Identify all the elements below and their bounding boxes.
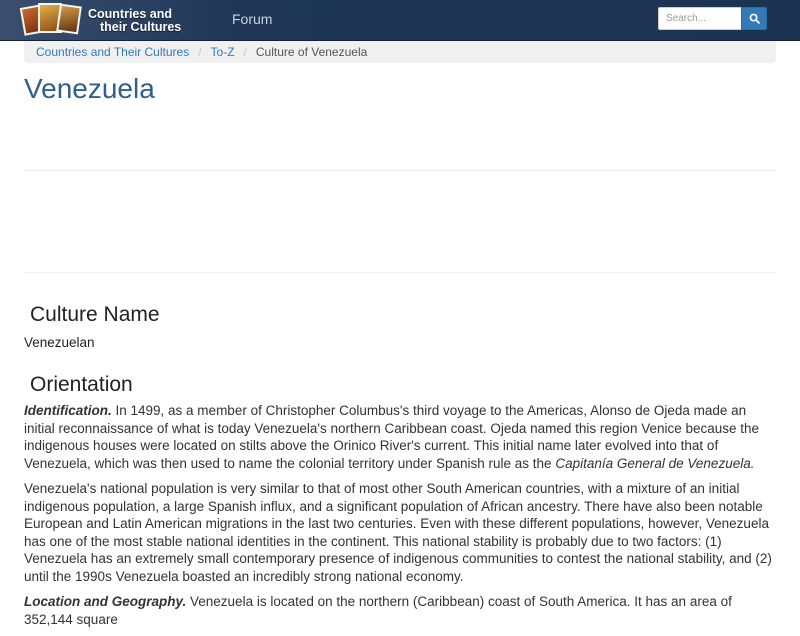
nav-forum-link[interactable]: Forum bbox=[232, 11, 273, 27]
culture-name-value: Venezuelan bbox=[24, 335, 95, 350]
section-heading-orientation: Orientation bbox=[30, 373, 133, 396]
site-logo[interactable] bbox=[22, 4, 181, 38]
logo-text bbox=[88, 8, 181, 34]
paragraph-lead: Location and Geography. bbox=[24, 594, 187, 609]
search-button[interactable] bbox=[741, 7, 767, 30]
logo-line-1: Countries and bbox=[88, 7, 173, 21]
logo-image bbox=[22, 3, 84, 39]
top-navbar bbox=[0, 0, 800, 41]
breadcrumb-link-countries[interactable]: Countries and Their Cultures bbox=[36, 45, 190, 59]
paragraph-location bbox=[24, 593, 776, 628]
article-content bbox=[24, 402, 776, 636]
breadcrumb-separator: / bbox=[198, 45, 202, 59]
breadcrumb bbox=[24, 41, 776, 63]
breadcrumb-link-to-z[interactable]: To-Z bbox=[210, 45, 235, 59]
breadcrumb-separator: / bbox=[243, 45, 247, 59]
page-title: Venezuela bbox=[24, 73, 155, 104]
divider bbox=[24, 272, 776, 273]
search-input[interactable] bbox=[658, 7, 741, 30]
section-heading-culture-name: Culture Name bbox=[30, 303, 160, 326]
paragraph-text: In 1499, as a member of Christopher Columbus's third voyage to the Americas, Alonso de Ojeda made an initial reconnaissance of what is today Venezuela's northern Caribbean coast. Ojeda named this region Venice because the indigenous houses were located on stilts above the Orinico River's current. This initial name later evolved into that of Venezuela, which was then used to name the colonial territory under Spanish rule as the bbox=[24, 403, 760, 471]
logo-line-2: their Cultures bbox=[100, 20, 182, 34]
breadcrumb-current: Culture of Venezuela bbox=[255, 45, 368, 59]
paragraph-italic: Capitanía General de Venezuela. bbox=[555, 455, 755, 471]
paragraph-lead: Identification. bbox=[24, 403, 112, 418]
paragraph-text: Venezuela is located on the northern (Caribbean) coast of South America. It has an area of 352,144 square bbox=[24, 594, 732, 627]
divider bbox=[24, 170, 776, 171]
search-form bbox=[658, 7, 767, 30]
search-icon bbox=[749, 13, 760, 24]
paragraph-population: Venezuela's national population is very similar to that of most other South American countries, with a mixture of an initial indigenous population, a large Spanish influx, and a significant population of African ancestry. There have also been notable European and Latin American migrations in the last two centuries. Even with these different populations, however, Venezuela has one of the most stable national identities in the continent. This national stability is probably due to two factors: (1) Venezuela has an extremely small contemporary presence of indigenous communities to contest the national stability, and (2) until the 1990s Venezuela boasted an incredibly strong national economy. bbox=[24, 481, 772, 584]
paragraph-identification bbox=[24, 402, 776, 472]
